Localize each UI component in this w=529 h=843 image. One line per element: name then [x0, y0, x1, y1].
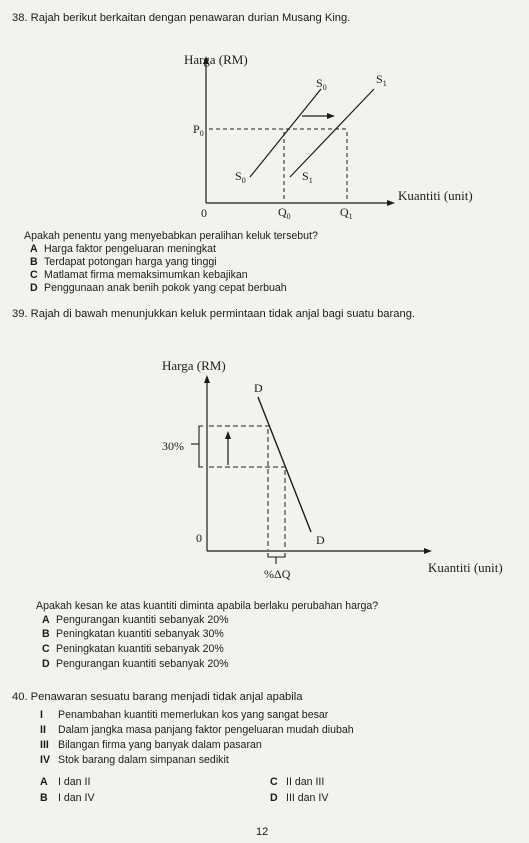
- option-letter: B: [30, 256, 38, 268]
- option-letter: A: [30, 243, 38, 255]
- option-text: Peningkatan kuantiti sebanyak 20%: [56, 643, 224, 655]
- option-39-d[interactable]: [42, 658, 229, 670]
- price-change-bracket: [199, 426, 203, 467]
- option-text: Terdapat potongan harga yang tinggi: [44, 256, 217, 268]
- x-axis-label: Kuantiti (unit): [398, 188, 473, 203]
- s1-top-label: $S_1$: [376, 72, 387, 88]
- x-axis-arrow: [387, 200, 395, 206]
- option-38-b[interactable]: [30, 256, 217, 268]
- x-axis-label: Kuantiti (unit): [428, 560, 503, 575]
- x-axis-arrow: [424, 548, 432, 554]
- option-38-c[interactable]: [30, 269, 248, 281]
- option-38-d[interactable]: [30, 282, 287, 294]
- question-40-stem: [12, 691, 302, 704]
- statement-ii: [40, 724, 354, 736]
- statement-roman: IV: [40, 754, 51, 766]
- shift-arrow-head: [327, 113, 335, 119]
- option-text: Pengurangan kuantiti sebanyak 20%: [56, 614, 229, 626]
- option-text: Matlamat firma memaksimumkan kebajikan: [44, 269, 248, 281]
- y-axis-arrow: [204, 375, 210, 383]
- q1-label: $Q_1$: [340, 205, 353, 221]
- s0-bottom-label: $S_0$: [235, 169, 246, 185]
- option-letter: C: [30, 269, 38, 281]
- option-40-c[interactable]: [270, 776, 324, 788]
- question-stem-text: Penawaran sesuatu barang menjadi tidak anjal apabila: [30, 691, 303, 703]
- y-axis-label: Harga (RM): [162, 358, 226, 373]
- supply-curve-s1: [290, 89, 374, 177]
- origin-label: 0: [196, 531, 202, 545]
- origin-label: 0: [201, 206, 207, 220]
- question-number: 40.: [12, 691, 28, 703]
- statement-iv: [40, 754, 229, 766]
- quantity-change-bracket: [268, 553, 285, 557]
- inelastic-demand-graph: [0, 340, 529, 590]
- demand-label-top: D: [254, 381, 263, 395]
- statement-text: Stok barang dalam simpanan sedikit: [58, 754, 229, 766]
- option-38-a[interactable]: [30, 243, 216, 255]
- y-axis-label: Harga (RM): [184, 52, 248, 67]
- statement-roman: I: [40, 709, 43, 721]
- option-text: Peningkatan kuantiti sebanyak 30%: [56, 628, 224, 640]
- question-39-stem: [12, 308, 415, 321]
- option-39-b[interactable]: [42, 628, 224, 640]
- option-text: Pengurangan kuantiti sebanyak 20%: [56, 658, 229, 670]
- statement-text: Penambahan kuantiti memerlukan kos yang sangat besar: [58, 709, 329, 721]
- statement-roman: III: [40, 739, 49, 751]
- option-39-c[interactable]: [42, 643, 224, 655]
- s1-bottom-label: $S_1$: [302, 169, 313, 185]
- question-39-question: Apakah kesan ke atas kuantiti diminta apabila berlaku perubahan harga?: [36, 600, 379, 612]
- statement-text: Bilangan firma yang banyak dalam pasaran: [58, 739, 262, 751]
- option-text: III dan IV: [286, 792, 329, 804]
- option-text: II dan III: [286, 776, 325, 788]
- option-40-b[interactable]: [40, 792, 95, 804]
- question-number: 38.: [12, 12, 28, 24]
- option-letter: D: [42, 658, 50, 670]
- statement-roman: II: [40, 724, 46, 736]
- quantity-change-label: %ΔQ: [264, 567, 291, 581]
- supply-shift-graph: [0, 0, 529, 235]
- option-40-a[interactable]: [40, 776, 90, 788]
- supply-curve-s0: [250, 89, 321, 177]
- option-39-a[interactable]: [42, 614, 229, 626]
- s0-top-label: $S_0$: [316, 76, 327, 92]
- demand-label-bottom: D: [316, 533, 325, 547]
- question-stem-text: Rajah di bawah menunjukkan keluk permintaan tidak anjal bagi suatu barang.: [30, 308, 416, 320]
- option-letter: A: [40, 776, 48, 788]
- option-letter: D: [30, 282, 38, 294]
- option-text: Penggunaan anak benih pokok yang cepat berbuah: [44, 282, 287, 294]
- option-40-d[interactable]: [270, 792, 328, 804]
- page-number: 12: [256, 826, 269, 838]
- option-text: I dan II: [58, 776, 91, 788]
- option-letter: B: [40, 792, 48, 804]
- statement-text: Dalam jangka masa panjang faktor pengeluaran mudah diubah: [58, 724, 354, 736]
- statement-i: [40, 709, 328, 721]
- option-letter: C: [42, 643, 50, 655]
- price-increase-arrow-head: [225, 431, 231, 439]
- option-text: Harga faktor pengeluaran meningkat: [44, 243, 216, 255]
- question-stem-text: Rajah berikut berkaitan dengan penawaran durian Musang King.: [30, 12, 351, 24]
- question-38-question: Apakah penentu yang menyebabkan peralihan keluk tersebut?: [24, 230, 318, 242]
- p0-label: $P_0$: [193, 122, 204, 138]
- question-number: 39.: [12, 308, 28, 320]
- option-letter: A: [42, 614, 50, 626]
- price-change-label: 30%: [162, 439, 184, 453]
- option-letter: D: [270, 792, 278, 804]
- option-letter: C: [270, 776, 278, 788]
- statement-iii: [40, 739, 262, 751]
- option-letter: B: [42, 628, 50, 640]
- option-text: I dan IV: [58, 792, 95, 804]
- q0-label: $Q_0$: [278, 205, 291, 221]
